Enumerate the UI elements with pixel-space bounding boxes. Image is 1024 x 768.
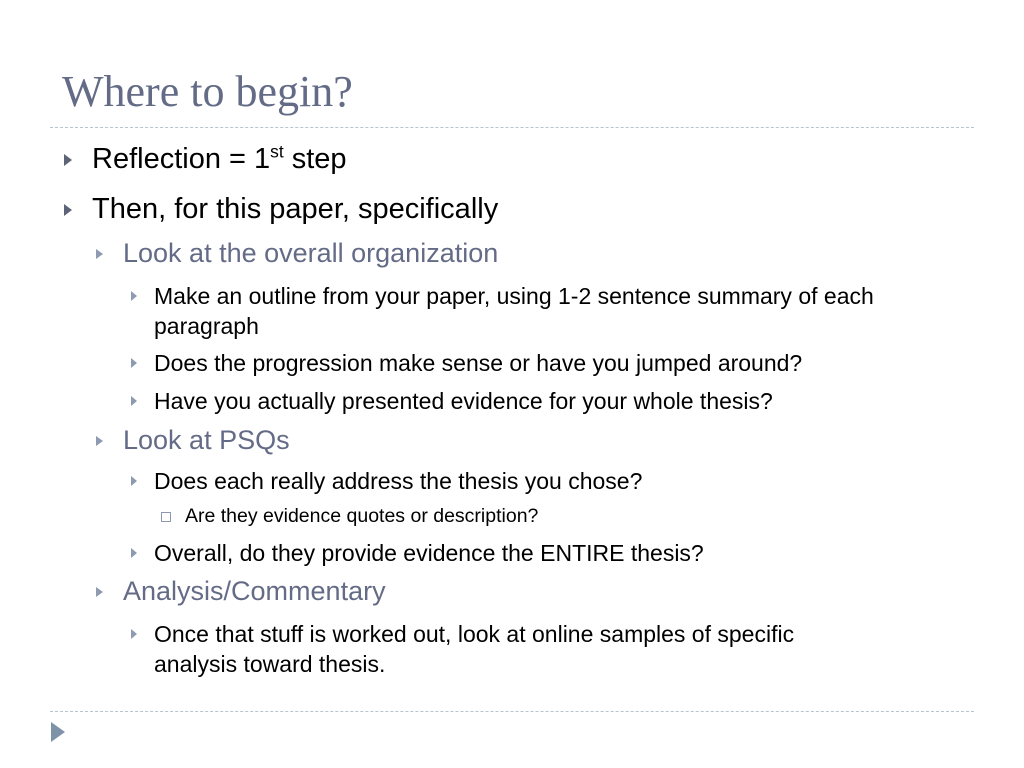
triangle-bullet-icon bbox=[131, 629, 137, 639]
ordinal-suffix: st bbox=[270, 141, 284, 162]
triangle-bullet-icon bbox=[96, 587, 103, 597]
triangle-bullet-icon bbox=[131, 358, 137, 368]
triangle-bullet-icon bbox=[96, 436, 103, 446]
title-divider bbox=[50, 127, 974, 128]
bullet-text-line1: Once that stuff is worked out, look at online samples of specific bbox=[154, 621, 795, 647]
bullet-text: Are they evidence quotes or description? bbox=[185, 505, 539, 527]
bullet-text: Does each really address the thesis you chose? bbox=[154, 468, 643, 494]
bullet-text: Look at PSQs bbox=[123, 425, 290, 455]
bullet-text: Reflection = 1st step bbox=[92, 141, 347, 175]
bullet-text-line1: Make an outline from your paper, using 1-2 sentence summary of each bbox=[154, 283, 874, 309]
slide-title: Where to begin? bbox=[62, 67, 353, 116]
bullet-text-line2: analysis toward thesis. bbox=[154, 651, 386, 677]
triangle-bullet-icon bbox=[131, 476, 137, 486]
bullet-text: Analysis/Commentary bbox=[123, 576, 386, 606]
footer-divider bbox=[50, 711, 974, 712]
triangle-bullet-icon bbox=[96, 249, 103, 259]
triangle-bullet-icon bbox=[131, 291, 137, 301]
triangle-bullet-icon bbox=[64, 204, 72, 216]
bullet-text: Have you actually presented evidence for your whole thesis? bbox=[154, 388, 773, 414]
bullet-text-line2: paragraph bbox=[154, 313, 259, 339]
bullet-text: Look at the overall organization bbox=[123, 238, 499, 268]
hollow-square-bullet-icon bbox=[161, 512, 171, 522]
triangle-bullet-icon bbox=[64, 154, 72, 166]
next-slide-arrow-icon[interactable] bbox=[51, 722, 65, 742]
bullet-text: Overall, do they provide evidence the ENTIRE thesis? bbox=[154, 540, 704, 566]
triangle-bullet-icon bbox=[131, 548, 137, 558]
bullet-text: Does the progression make sense or have you jumped around? bbox=[154, 350, 803, 376]
bullet-text: Then, for this paper, specifically bbox=[92, 193, 499, 225]
triangle-bullet-icon bbox=[131, 396, 137, 406]
